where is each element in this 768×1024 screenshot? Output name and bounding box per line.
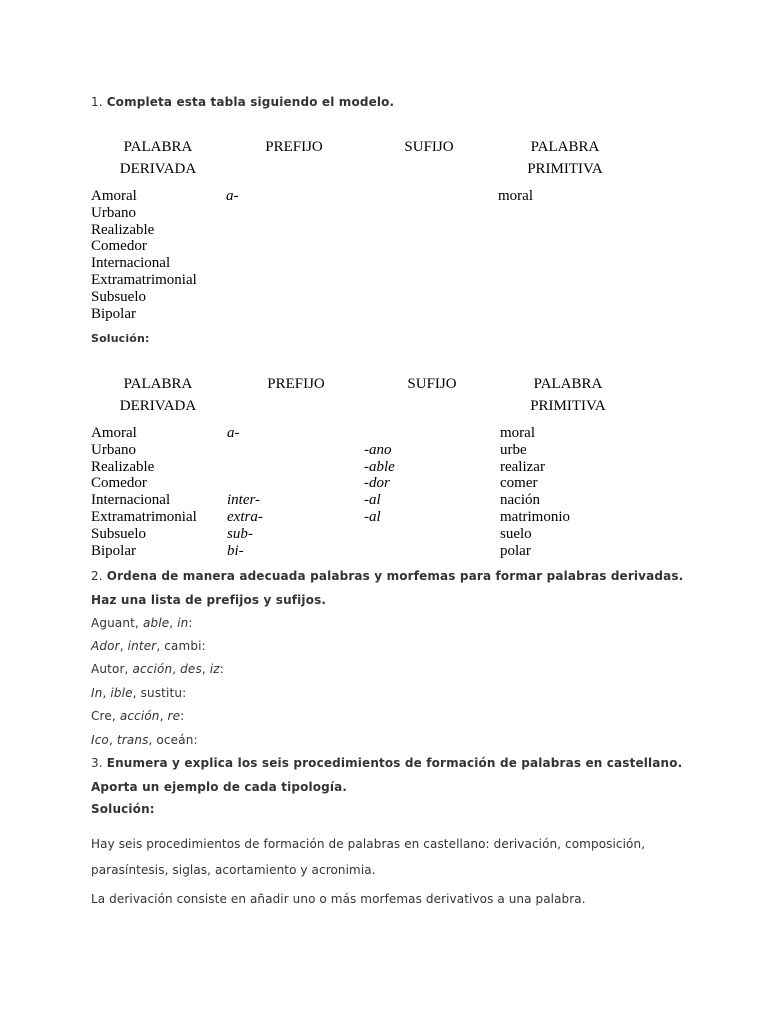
header-palabra-derivada bbox=[108, 136, 208, 180]
list-item: In, ible, sustitu: bbox=[91, 686, 187, 700]
morpheme: Aguant bbox=[91, 616, 135, 630]
cell-sufijo bbox=[364, 526, 395, 543]
header-line: PRIMITIVA bbox=[530, 398, 606, 414]
list-item: Cre, acción, re: bbox=[91, 709, 185, 723]
column-prefijo bbox=[227, 425, 263, 559]
cell-derivada: Subsuelo bbox=[91, 525, 147, 542]
header-line: PALABRA bbox=[530, 139, 600, 155]
morpheme: acción bbox=[119, 709, 160, 723]
question-text: Ordena de manera adecuada palabras y morfemas para formar palabras derivadas. bbox=[106, 569, 684, 583]
cell-prefijo: a- bbox=[226, 188, 239, 204]
list-item-colon: : bbox=[219, 662, 224, 676]
header-line: DERIVADA bbox=[119, 161, 197, 177]
column-sufijo bbox=[362, 188, 366, 322]
morpheme: cambi bbox=[164, 639, 202, 653]
solution-label: Solución: bbox=[91, 802, 155, 816]
list-item: Ador, inter, cambi: bbox=[91, 639, 206, 653]
cell-prefijo bbox=[226, 289, 239, 306]
header-palabra-primitiva bbox=[518, 373, 618, 417]
morpheme: oceán bbox=[156, 733, 194, 747]
column-primitiva bbox=[498, 188, 533, 322]
morpheme: sustitu bbox=[140, 686, 183, 700]
cell-prefijo bbox=[227, 475, 263, 492]
cell-prefijo bbox=[226, 238, 239, 255]
morpheme: re bbox=[167, 709, 181, 723]
column-prefijo bbox=[226, 188, 239, 322]
morpheme: Ico bbox=[91, 733, 109, 747]
cell-primitiva: suelo bbox=[500, 525, 532, 542]
header-line: PALABRA bbox=[123, 139, 193, 155]
cell-sufijo bbox=[362, 205, 366, 222]
question-1 bbox=[91, 95, 394, 109]
cell-derivada: Comedor bbox=[91, 238, 147, 255]
cell-prefijo bbox=[226, 255, 239, 272]
header-prefijo: PREFIJO bbox=[267, 376, 325, 392]
cell-primitiva bbox=[498, 306, 533, 323]
cell-sufijo bbox=[362, 272, 366, 289]
cell-prefijo bbox=[227, 459, 263, 476]
cell-primitiva bbox=[498, 205, 533, 222]
cell-primitiva: moral bbox=[500, 425, 535, 441]
cell-prefijo: extra- bbox=[227, 508, 263, 525]
cell-primitiva: nación bbox=[500, 492, 540, 509]
list-item: Ico, trans, oceán: bbox=[91, 733, 198, 747]
cell-derivada: Extramatrimonial bbox=[91, 271, 197, 288]
list-item: Autor, acción, des, iz: bbox=[91, 662, 224, 676]
cell-derivada: Bipolar bbox=[91, 542, 136, 559]
question-text: Completa esta tabla siguiendo el modelo. bbox=[106, 95, 395, 109]
cell-prefijo bbox=[227, 442, 263, 459]
cell-derivada: Amoral bbox=[91, 425, 137, 441]
morpheme: trans bbox=[116, 733, 149, 747]
cell-prefijo bbox=[226, 222, 239, 239]
cell-sufijo bbox=[362, 238, 366, 255]
list-item-colon: : bbox=[193, 733, 198, 747]
header-prefijo: PREFIJO bbox=[265, 139, 323, 155]
cell-sufijo: -able bbox=[364, 458, 395, 475]
cell-sufijo: -al bbox=[364, 508, 381, 525]
morpheme: in bbox=[177, 616, 189, 630]
cell-prefijo: bi- bbox=[227, 542, 244, 559]
list-item-colon: : bbox=[201, 639, 206, 653]
cell-sufijo bbox=[362, 289, 366, 306]
header-line: DERIVADA bbox=[119, 398, 197, 414]
cell-derivada: Urbano bbox=[91, 204, 136, 221]
morpheme: able bbox=[142, 616, 170, 630]
morpheme: inter bbox=[127, 639, 157, 653]
cell-derivada: Realizable bbox=[91, 221, 155, 238]
question-number: 2. bbox=[91, 569, 103, 583]
cell-primitiva: polar bbox=[500, 542, 531, 559]
cell-sufijo bbox=[364, 543, 395, 560]
cell-sufijo bbox=[362, 306, 366, 323]
question-number: 3. bbox=[91, 756, 103, 770]
header-palabra-primitiva bbox=[515, 136, 615, 180]
cell-primitiva bbox=[498, 238, 533, 255]
header-line: PRIMITIVA bbox=[527, 161, 603, 177]
column-derivada bbox=[91, 188, 197, 322]
column-derivada bbox=[91, 425, 197, 559]
cell-derivada: Extramatrimonial bbox=[91, 508, 197, 525]
solution-label: Solución: bbox=[91, 332, 150, 345]
cell-sufijo bbox=[364, 425, 395, 442]
morpheme: In bbox=[91, 686, 103, 700]
cell-prefijo: inter- bbox=[227, 492, 261, 509]
question-3 bbox=[91, 756, 682, 770]
header-sufijo: SUFIJO bbox=[407, 376, 457, 392]
cell-primitiva bbox=[498, 272, 533, 289]
cell-derivada: Subsuelo bbox=[91, 288, 147, 305]
cell-primitiva: realizar bbox=[500, 458, 545, 475]
cell-derivada: Internacional bbox=[91, 255, 171, 272]
cell-derivada: Amoral bbox=[91, 188, 137, 204]
cell-primitiva: comer bbox=[500, 475, 538, 492]
cell-primitiva bbox=[498, 222, 533, 239]
cell-sufijo bbox=[362, 188, 366, 205]
morpheme: ible bbox=[110, 686, 133, 700]
cell-derivada: Realizable bbox=[91, 458, 155, 475]
list-item: Aguant, able, in: bbox=[91, 616, 193, 630]
cell-derivada: Comedor bbox=[91, 475, 147, 492]
cell-sufijo bbox=[362, 222, 366, 239]
list-item-colon: : bbox=[188, 616, 193, 630]
cell-sufijo: -al bbox=[364, 492, 381, 509]
morpheme: Ador bbox=[91, 639, 120, 653]
column-primitiva bbox=[500, 425, 570, 559]
cell-sufijo: -dor bbox=[364, 475, 390, 492]
cell-primitiva: matrimonio bbox=[500, 508, 570, 525]
question-2-subtext: Haz una lista de prefijos y sufijos. bbox=[91, 593, 327, 607]
cell-primitiva: moral bbox=[498, 188, 533, 204]
header-sufijo: SUFIJO bbox=[404, 139, 454, 155]
morpheme: acción bbox=[132, 662, 173, 676]
question-number: 1. bbox=[91, 95, 103, 109]
morpheme: Autor bbox=[91, 662, 125, 676]
paragraph: La derivación consiste en añadir uno o más morfemas derivativos a una palabra. bbox=[91, 892, 586, 906]
cell-primitiva bbox=[498, 255, 533, 272]
cell-derivada: Bipolar bbox=[91, 305, 136, 322]
cell-derivada: Internacional bbox=[91, 492, 171, 509]
morpheme: iz bbox=[209, 662, 220, 676]
morpheme: Cre bbox=[91, 709, 112, 723]
cell-primitiva bbox=[498, 289, 533, 306]
cell-prefijo bbox=[226, 205, 239, 222]
header-line: PALABRA bbox=[533, 376, 603, 392]
cell-prefijo bbox=[226, 272, 239, 289]
cell-prefijo: a- bbox=[227, 425, 240, 441]
cell-prefijo: sub- bbox=[227, 525, 253, 542]
header-palabra-derivada bbox=[108, 373, 208, 417]
cell-sufijo bbox=[362, 255, 366, 272]
cell-prefijo bbox=[226, 306, 239, 323]
cell-primitiva: urbe bbox=[500, 441, 527, 458]
morpheme: des bbox=[180, 662, 202, 676]
cell-derivada: Urbano bbox=[91, 441, 136, 458]
cell-sufijo: -ano bbox=[364, 441, 392, 458]
question-text: Enumera y explica los seis procedimientos de formación de palabras en castellano. bbox=[106, 756, 683, 770]
question-2 bbox=[91, 569, 683, 583]
list-item-colon: : bbox=[182, 686, 187, 700]
question-3-subtext: Aporta un ejemplo de cada tipología. bbox=[91, 780, 348, 794]
list-item-colon: : bbox=[180, 709, 185, 723]
paragraph: Hay seis procedimientos de formación de palabras en castellano: derivación, composición, parasíntesis, siglas, acortamiento y acronimia. bbox=[91, 837, 646, 877]
column-sufijo bbox=[364, 425, 395, 559]
header-line: PALABRA bbox=[123, 376, 193, 392]
